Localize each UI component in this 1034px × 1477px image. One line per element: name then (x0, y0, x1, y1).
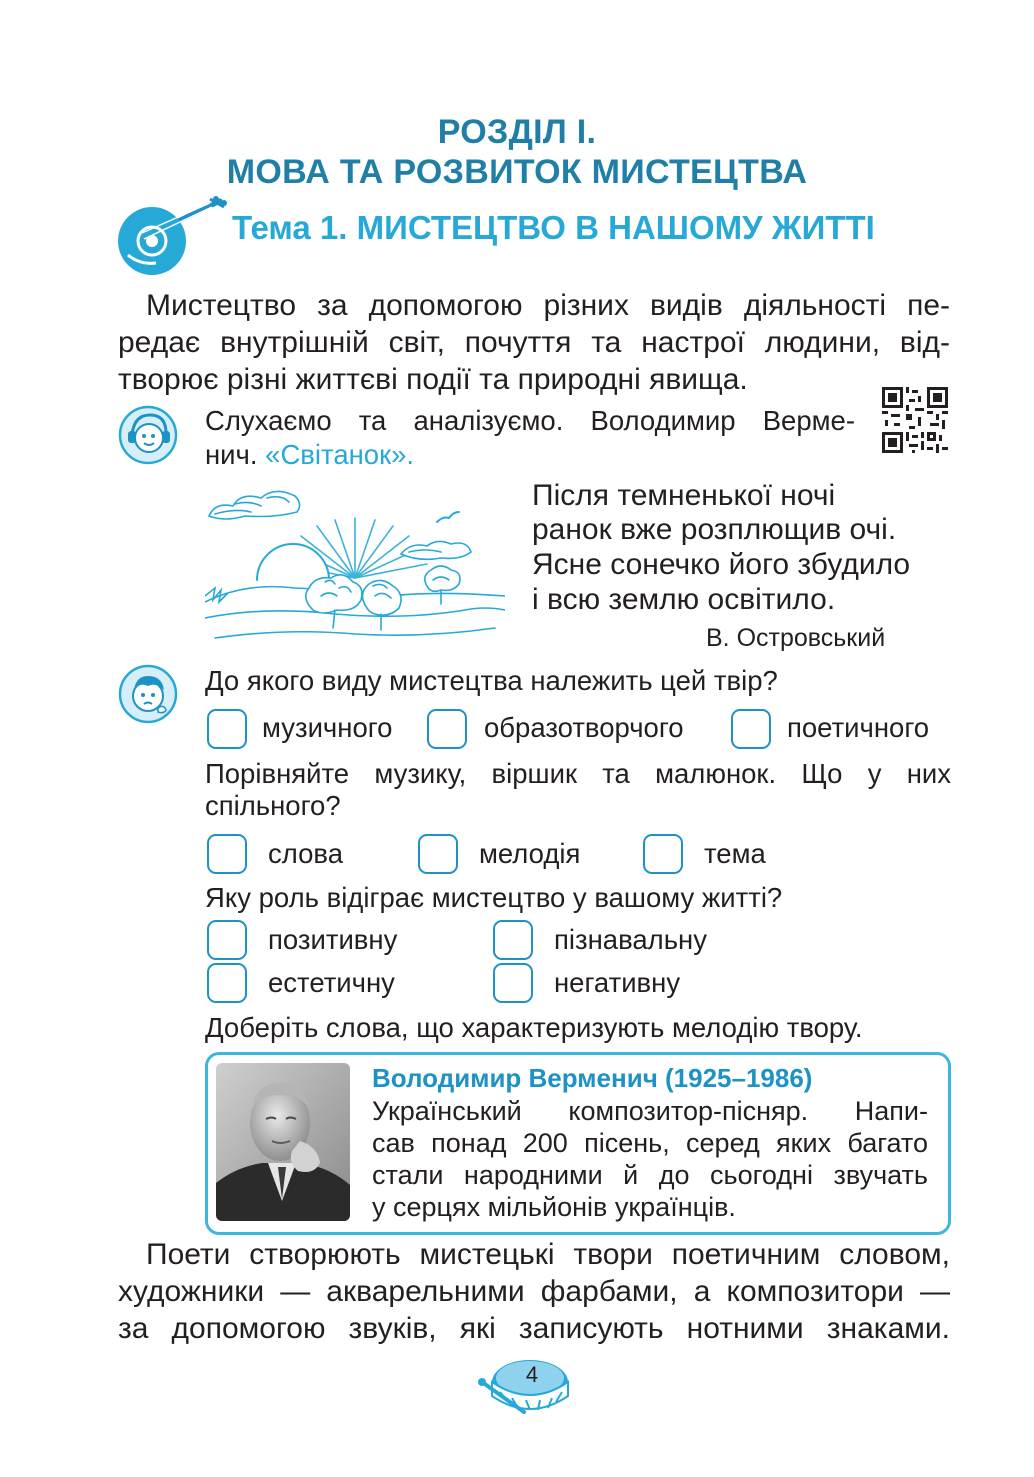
q3-option-positive: позитивну (268, 924, 398, 955)
section-title-line1: РОЗДІЛ І. (437, 113, 597, 151)
outro-line-1: Поети створюють мистецькі твори поетичним словом, (146, 1238, 950, 1271)
intro-line-3: творює різні життєві події та природні явища. (118, 363, 748, 396)
q2-checkbox-words[interactable] (207, 834, 247, 874)
q3-option-cognitive: пізнавальну (554, 924, 707, 955)
q1-question: До якого виду мистецтва належить цей твір? (205, 665, 778, 696)
section-title-line2: МОВА ТА РОЗВИТОК МИСТЕЦТВА (226, 153, 808, 191)
topic-title: Тема 1. МИСТЕЦТВО В НАШОМУ ЖИТТІ (232, 209, 875, 246)
sunrise-illustration (205, 478, 505, 643)
q1-checkbox-musical[interactable] (207, 709, 247, 749)
outro-line-3: за допомогою звуків, які записують нотними знаками. (118, 1312, 950, 1345)
poem-line-1: Після темненької ночі (532, 479, 836, 512)
q4-question: Доберіть слова, що характеризують мелодію твору. (205, 1012, 863, 1043)
page-number: 4 (525, 1362, 539, 1387)
intro-line-2: редає внутрішній світ, почуття та настрої людини, від- (118, 326, 950, 359)
bio-line-1: Український композитор-пісняр. Напи- (372, 1096, 928, 1126)
q3-checkbox-positive[interactable] (207, 920, 247, 960)
composer-portrait (216, 1063, 350, 1221)
bio-line-3: стали народними й до сьогодні звучать (372, 1160, 928, 1190)
lute-icon (112, 193, 232, 279)
q3-checkbox-negative[interactable] (493, 963, 533, 1003)
q1-checkbox-visual[interactable] (427, 709, 467, 749)
bio-line-2: сав понад 200 пісень, серед яких багато (372, 1128, 928, 1158)
listen-line-1: Слухаємо та аналізуємо. Володимир Верме- (205, 405, 855, 436)
q3-checkbox-aesthetic[interactable] (207, 963, 247, 1003)
q3-option-aesthetic: естетичну (268, 967, 395, 998)
q2-checkbox-theme[interactable] (643, 834, 683, 874)
q3-question: Яку роль відіграє мистецтво у вашому житті? (205, 882, 783, 913)
q2-option-melody: мелодія (479, 838, 581, 869)
q1-option-visual: образотворчого (484, 712, 684, 743)
q1-option-poetic: поетичного (787, 712, 930, 743)
listen-line-2 (205, 438, 855, 472)
q2-line-2: спільного? (205, 790, 341, 821)
q2-line-1: Порівняйте музику, віршик та малюнок. Що у них (205, 758, 951, 789)
q3-option-negative: негативну (554, 967, 681, 998)
poem-line-4: і всю землю освітило. (532, 583, 836, 616)
q1-option-musical: музичного (262, 712, 393, 743)
bio-line-4: у серцях мільйонів українців. (372, 1192, 736, 1222)
q3-checkbox-cognitive[interactable] (493, 920, 533, 960)
composer-name: Володимир Верменич (1925–1986) (372, 1063, 813, 1093)
poem-line-2: ранок вже розплющив очі. (532, 513, 897, 546)
poem-line-3: Ясне сонечко його збудило (532, 548, 911, 581)
q2-checkbox-melody[interactable] (418, 834, 458, 874)
work-title-link[interactable]: «Світанок». (265, 439, 415, 470)
q2-option-theme: тема (704, 838, 766, 869)
q1-checkbox-poetic[interactable] (731, 709, 771, 749)
qr-code-icon[interactable] (882, 387, 948, 453)
thinking-child-icon (118, 664, 178, 724)
poem-author: В. Островський (706, 624, 886, 652)
intro-line-1: Мистецтво за допомогою різних видів діяльності пе- (146, 289, 950, 322)
q2-option-words: слова (268, 838, 343, 869)
listen-prefix: нич. (205, 439, 266, 470)
outro-line-2: художники — акварельними фарбами, а композитори — (118, 1275, 950, 1308)
listening-child-icon (118, 405, 178, 465)
